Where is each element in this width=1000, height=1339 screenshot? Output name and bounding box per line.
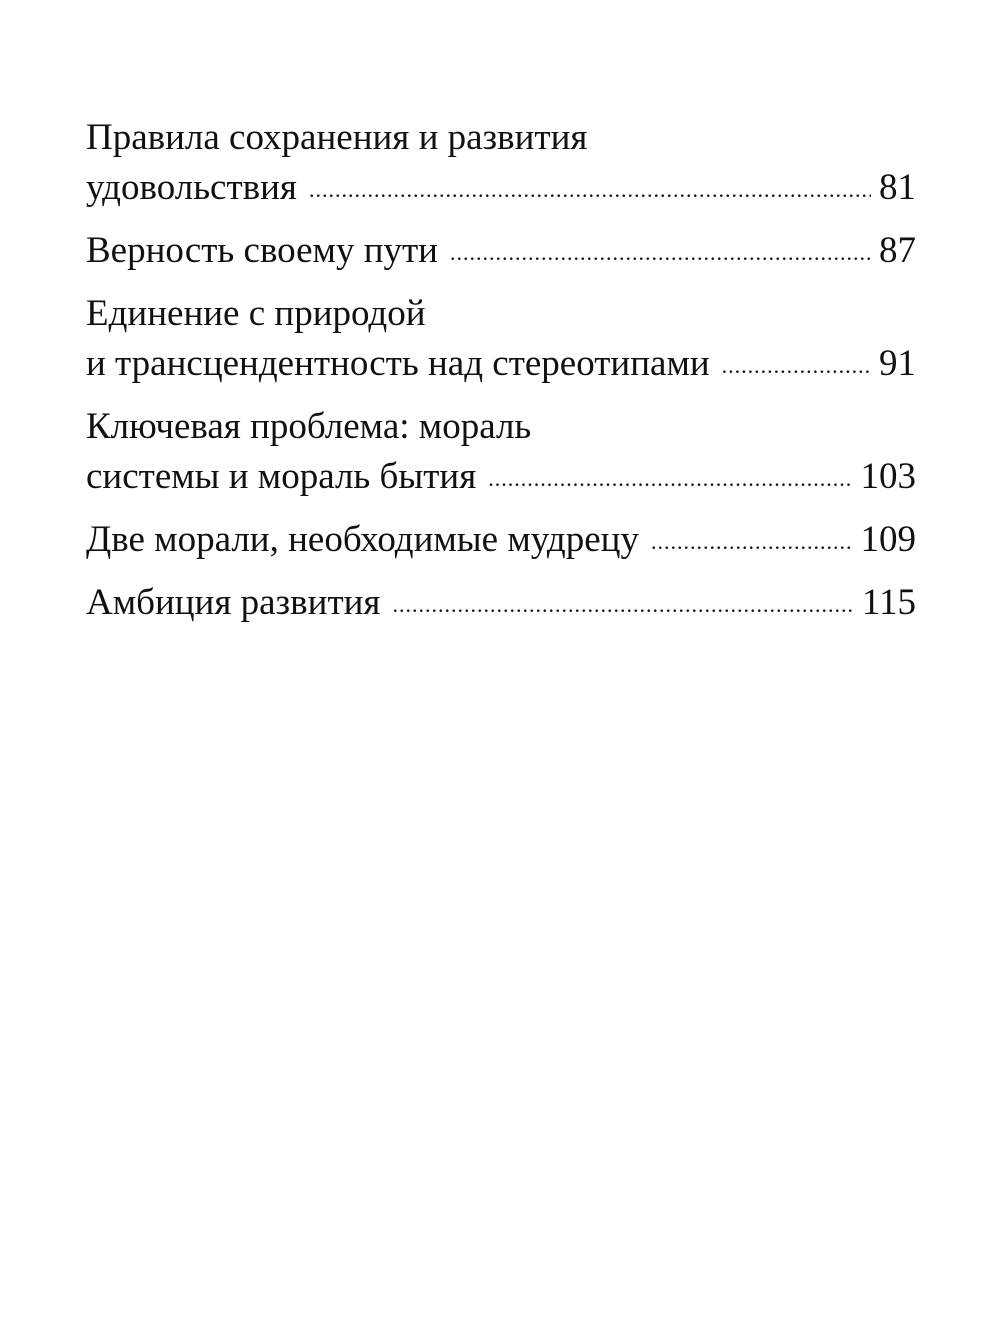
toc-entry-final-line — [86, 226, 916, 276]
toc-page-number: 103 — [860, 456, 916, 497]
toc-entry-title-line: Верность своему пути — [86, 230, 438, 271]
toc-page-number: 109 — [860, 519, 916, 560]
toc-entry[interactable] — [86, 289, 916, 389]
toc-page-number: 91 — [879, 343, 916, 384]
toc-entry-final-line — [86, 515, 916, 565]
dot-leader — [651, 531, 853, 553]
toc-entry-final-line — [86, 452, 916, 502]
toc-entry-final-line — [86, 578, 916, 628]
toc-entry[interactable] — [86, 578, 916, 628]
dot-leader — [392, 594, 853, 616]
toc-entry-title-line: удовольствия — [86, 167, 297, 208]
dot-leader — [450, 242, 871, 264]
dot-leader — [309, 179, 871, 201]
toc-entry[interactable] — [86, 113, 916, 213]
toc-entry-title-line: системы и мораль бытия — [86, 456, 477, 497]
toc-entry-final-line — [86, 163, 916, 213]
toc-entry-title-line: Единение с природой — [86, 293, 426, 334]
toc-entry[interactable] — [86, 402, 916, 502]
toc-page-number: 87 — [879, 230, 916, 271]
toc-entry-title-line: Амбиция развития — [86, 582, 381, 623]
toc-entry[interactable] — [86, 515, 916, 565]
toc-entry-final-line — [86, 339, 916, 389]
toc-page-number: 81 — [879, 167, 916, 208]
toc-entry-title-line: Правила сохранения и развития — [86, 117, 588, 158]
dot-leader — [488, 468, 852, 490]
toc-page-number: 115 — [861, 582, 916, 623]
table-of-contents — [86, 113, 916, 641]
toc-entry-title-line: Две морали, необходимые мудрецу — [86, 519, 639, 560]
toc-entry-title-line: Ключевая проблема: мораль — [86, 406, 532, 447]
toc-entry[interactable] — [86, 226, 916, 276]
dot-leader — [722, 355, 871, 377]
toc-entry-title-line: и трансцендентность над стереотипами — [86, 343, 710, 384]
